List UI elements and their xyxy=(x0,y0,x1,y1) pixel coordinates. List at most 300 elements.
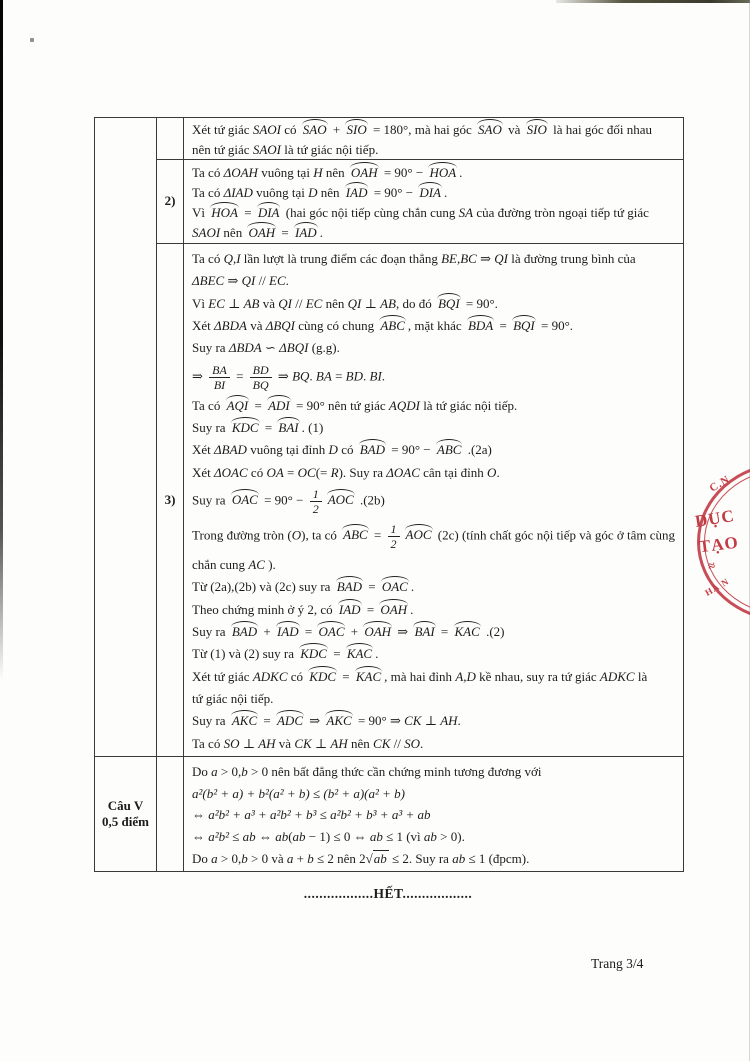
math-angle: BDA xyxy=(467,318,494,333)
math-text: là đường trung bình của xyxy=(507,251,636,267)
math-line xyxy=(192,848,678,867)
math-text: Ta có xyxy=(192,397,224,413)
math-line xyxy=(192,484,678,516)
math-text: vuông tại xyxy=(252,184,309,200)
math-text: EC xyxy=(269,273,286,289)
math-text: = 90° − xyxy=(388,442,434,458)
math-text: cân tại đỉnh xyxy=(419,464,488,480)
math-text: + xyxy=(347,624,362,639)
math-text: là tứ giác nội tiếp. xyxy=(281,141,379,157)
math-text: = xyxy=(251,397,266,413)
math-angle: OAC xyxy=(318,624,345,639)
math-text: AH xyxy=(258,735,276,751)
math-text: Xét xyxy=(192,442,215,458)
math-text: > 0 nên bất đẳng thức cần chứng minh tương đương với xyxy=(247,763,542,779)
math-text: ⊥ xyxy=(421,713,441,729)
math-text: ab xyxy=(369,829,383,845)
math-line xyxy=(192,360,678,392)
math-text: . xyxy=(459,164,463,180)
stamp-word-duc: DỤC xyxy=(693,506,737,532)
math-text: nên tứ giác xyxy=(192,141,253,157)
math-line xyxy=(192,182,678,201)
math-text: . xyxy=(496,464,500,480)
math-text: ΔBDA xyxy=(214,318,247,333)
math-text: ΔOAH xyxy=(223,164,258,180)
math-text: Ta có xyxy=(192,251,224,267)
math-text: ≤ 2. Suy ra xyxy=(388,851,453,867)
math-line xyxy=(192,554,678,573)
math-line xyxy=(192,688,678,707)
math-text: Ta có xyxy=(192,184,224,200)
math-text: H xyxy=(313,164,323,180)
math-text: Từ (1) và (2) suy ra xyxy=(192,646,298,662)
math-text: Suy ra xyxy=(192,340,229,356)
math-text: a xyxy=(211,763,218,779)
math-text: . xyxy=(457,713,461,729)
math-text: QI xyxy=(347,295,362,311)
math-text: AB xyxy=(380,295,396,311)
math-line xyxy=(192,337,678,356)
math-angle: DIA xyxy=(257,204,280,220)
math-text: của đường tròn ngoại tiếp tứ giác xyxy=(473,204,649,220)
math-text: Q,I xyxy=(223,251,241,267)
math-text: Ta có xyxy=(192,735,224,751)
math-text: = xyxy=(261,420,276,435)
math-text: . xyxy=(285,273,289,289)
question-label-cau-v xyxy=(95,757,157,871)
stamp-squiggle: ≈ xyxy=(706,557,717,574)
math-angle: IAD xyxy=(295,224,317,240)
math-text: . xyxy=(375,646,379,662)
math-line xyxy=(192,666,678,685)
scan-edge-top xyxy=(556,0,750,3)
math-text: ab xyxy=(423,829,437,845)
math-text: + xyxy=(329,122,344,138)
math-text: AH xyxy=(440,713,458,729)
math-angle: ADC xyxy=(276,713,303,729)
math-text: a²(b² + a) + b²(a² + b) ≤ (b² + a)(a² + b) xyxy=(192,785,406,801)
math-angle: OAC xyxy=(381,579,408,595)
math-angle: KAC xyxy=(346,646,373,662)
math-text: Suy ra xyxy=(192,420,229,435)
math-text: . xyxy=(420,735,424,751)
math-angle: AKC xyxy=(231,713,258,729)
math-angle: ABC xyxy=(343,527,368,543)
part-number-cell: 3) xyxy=(157,244,184,757)
math-text: ⇒ xyxy=(476,251,495,267)
math-text: ΔBAD xyxy=(214,442,247,458)
math-text: ab xyxy=(452,851,466,867)
math-line xyxy=(192,826,678,845)
math-text: ). xyxy=(264,557,276,573)
math-text: QI xyxy=(241,273,256,289)
math-text: AQDI xyxy=(388,397,420,413)
math-text: = xyxy=(301,624,316,639)
math-text: = 90° nên tứ giác xyxy=(292,397,389,413)
math-text: ⊥ xyxy=(239,735,259,751)
math-text: ΔBQI xyxy=(279,340,309,356)
solution-row xyxy=(184,244,683,757)
math-fraction: $\frac{BD}{BQ}$ xyxy=(250,363,272,392)
math-line xyxy=(192,139,678,158)
math-text: CK xyxy=(294,735,312,751)
math-text: , do đó xyxy=(395,295,435,311)
math-text: AH xyxy=(330,735,348,751)
math-angle: AQI xyxy=(226,397,249,413)
math-text: Trong đường tròn ( xyxy=(192,527,292,543)
math-text: ⇒ xyxy=(192,368,207,384)
math-angle: AOC xyxy=(327,492,354,508)
math-text: ⇒ xyxy=(305,713,324,729)
math-line xyxy=(192,783,678,802)
math-text: ΔBEC xyxy=(192,273,225,289)
math-text: A,D xyxy=(455,668,476,684)
math-text: EC xyxy=(208,295,225,311)
math-text: D xyxy=(328,442,338,458)
math-text: = xyxy=(232,368,247,384)
math-text: ΔBQI xyxy=(265,318,296,333)
math-angle: SAO xyxy=(478,122,502,138)
math-text: . xyxy=(444,184,448,200)
math-angle: OAH xyxy=(380,601,408,617)
math-text: BA xyxy=(315,368,332,384)
math-line xyxy=(192,804,678,823)
math-text: b xyxy=(307,851,314,867)
math-angle: IAD xyxy=(345,184,368,200)
math-text: CK xyxy=(373,735,391,751)
math-angle: AKC xyxy=(326,713,352,729)
math-line xyxy=(192,395,678,414)
math-line xyxy=(192,270,678,289)
math-text: . xyxy=(410,579,415,595)
math-angle: KAC xyxy=(355,668,382,684)
math-text: AB xyxy=(243,295,260,311)
math-text: ⊥ xyxy=(311,735,331,751)
math-text: O xyxy=(291,527,302,543)
math-text: = 90° ⇒ xyxy=(354,713,405,729)
math-text: Từ (2a),(2b) và (2c) suy ra xyxy=(192,579,334,595)
math-text: có xyxy=(247,464,267,480)
math-line xyxy=(192,710,678,729)
math-text: Vì xyxy=(192,295,209,311)
math-text: . xyxy=(410,601,414,617)
math-text: Vì xyxy=(192,204,209,220)
math-text: ⇔ xyxy=(192,807,209,823)
math-text: Suy ra xyxy=(192,492,229,508)
math-text: > 0 và xyxy=(247,851,287,867)
math-text: ab xyxy=(292,829,306,845)
math-text: = xyxy=(331,368,346,384)
math-text: EC xyxy=(305,295,323,311)
math-text: có xyxy=(287,668,307,684)
math-text: ≤ 1 (vì xyxy=(382,829,424,845)
stamp-arc-text: C.N xyxy=(707,473,733,495)
math-text: Ta có xyxy=(192,164,224,180)
page-number: Trang 3/4 xyxy=(591,956,644,971)
math-line xyxy=(192,315,678,334)
part-number-cell xyxy=(157,757,184,871)
math-angle: BAI xyxy=(414,624,435,639)
math-text: (= xyxy=(315,464,331,480)
math-text: Xét tứ giác xyxy=(192,122,253,138)
math-text: ⇒ xyxy=(224,273,242,289)
math-line xyxy=(192,202,678,221)
math-line xyxy=(192,576,678,595)
math-angle: ABC xyxy=(436,442,462,458)
math-text: OA xyxy=(266,464,284,480)
math-text: = 180°, mà hai góc xyxy=(369,122,476,138)
math-angle: KAC xyxy=(454,624,480,639)
math-text: Suy ra xyxy=(192,624,229,639)
math-text: = 90° − xyxy=(260,492,307,508)
math-angle: OAH xyxy=(350,164,378,180)
math-text: = xyxy=(364,579,379,595)
math-text: // xyxy=(255,273,270,289)
math-text: tứ giác nội tiếp. xyxy=(192,690,274,706)
scan-edge-left xyxy=(0,0,3,680)
math-text: SAOI xyxy=(252,141,282,157)
math-text: .(2) xyxy=(482,624,505,639)
math-line xyxy=(192,439,678,458)
math-text: ΔOAC xyxy=(214,464,248,480)
math-angle: OAH xyxy=(248,224,276,240)
question-label-cell-empty xyxy=(95,118,157,757)
math-text: ADKC xyxy=(599,668,635,684)
math-fraction: $\frac{1}{2}$ xyxy=(388,522,400,551)
math-angle: OAH xyxy=(364,624,392,639)
math-text: ab xyxy=(275,829,289,845)
math-text: .(2b) xyxy=(356,492,385,508)
math-text: a xyxy=(211,851,218,867)
math-text: b xyxy=(241,851,248,867)
math-text: D xyxy=(308,184,318,200)
math-line xyxy=(192,248,678,267)
math-text: a xyxy=(286,851,294,867)
math-text: ⇒ xyxy=(274,368,293,384)
math-text: = xyxy=(496,318,511,333)
math-text: ⇒ xyxy=(394,624,412,639)
math-angle: HOA xyxy=(429,164,457,180)
math-text: ⇔ xyxy=(255,829,276,845)
math-text: = 90° − xyxy=(380,164,427,180)
math-line xyxy=(192,417,678,436)
math-line xyxy=(192,643,678,662)
math-text: QI xyxy=(494,251,508,267)
math-text: ( xyxy=(288,829,293,845)
part-number-cell: 2) xyxy=(157,160,184,244)
official-stamp xyxy=(692,452,750,630)
math-text: là xyxy=(634,668,648,684)
math-text: = 90°. xyxy=(537,318,574,333)
math-angle: BQI xyxy=(513,318,535,333)
math-angle: BAI xyxy=(278,420,299,435)
math-text: Xét xyxy=(192,464,215,480)
math-text: Suy ra xyxy=(192,713,229,729)
math-angle: KDC xyxy=(309,668,337,684)
math-text: cùng có chung xyxy=(295,318,378,333)
math-line xyxy=(192,519,678,551)
math-text: nên xyxy=(317,184,343,200)
math-text: ⊥ xyxy=(361,295,381,311)
math-angle: SIO xyxy=(346,122,367,138)
solution-row xyxy=(184,118,683,160)
math-text: = xyxy=(329,646,344,662)
math-text: vuông tại đỉnh xyxy=(246,442,329,458)
math-text: kề nhau, suy ra tứ giác xyxy=(475,668,600,684)
math-text: = 90°. xyxy=(462,295,498,311)
math-text: có xyxy=(337,442,357,458)
math-text: R xyxy=(330,464,339,480)
math-text: Xét tứ giác xyxy=(192,668,253,684)
math-text: b xyxy=(241,763,248,779)
question-label-line: Câu V xyxy=(107,797,144,813)
math-text: Do xyxy=(192,851,212,867)
math-text: = xyxy=(278,224,293,240)
math-text: > 0). xyxy=(436,829,465,845)
math-angle: KDC xyxy=(300,646,327,662)
math-text: ≤ 1 (đpcm). xyxy=(465,851,530,867)
math-angle: SIO xyxy=(526,122,547,138)
solution-row xyxy=(184,757,683,871)
math-text: ΔBDA xyxy=(228,340,262,356)
math-text: . xyxy=(381,368,386,384)
math-text: ≤ 2 nên 2 xyxy=(313,851,366,867)
math-line xyxy=(192,222,678,241)
math-text: + xyxy=(293,851,308,867)
math-angle: OAC xyxy=(231,492,258,508)
math-angle: IAD xyxy=(276,624,299,639)
math-text: O xyxy=(487,464,497,480)
math-text: SO xyxy=(404,735,420,751)
math-line xyxy=(192,761,678,780)
math-line xyxy=(192,599,678,618)
math-fraction: $\frac{BA}{BI}$ xyxy=(209,363,230,392)
stamp-word-tao: TẠO xyxy=(697,532,740,557)
math-text: = xyxy=(437,624,452,639)
math-text: SO xyxy=(223,735,240,751)
math-text: , mặt khác xyxy=(407,318,465,333)
math-text: − 1) ≤ 0 ⇔ xyxy=(305,829,370,845)
math-text: ∽ xyxy=(261,340,280,356)
math-text: a²b² + a³ + a²b² + b³ ≤ a²b² + b³ + a³ + ab xyxy=(208,807,431,823)
math-text: SA xyxy=(458,204,474,220)
math-text: (2c) (tính chất góc nội tiếp và góc ở tâm cùng xyxy=(434,527,675,543)
math-text: và xyxy=(504,122,524,138)
math-angle: BAD xyxy=(336,579,362,595)
math-text: , mà hai đỉnh xyxy=(384,668,456,684)
math-text: ADKC xyxy=(252,668,288,684)
math-text: . (1) xyxy=(301,420,324,435)
math-text: Xét xyxy=(192,318,215,333)
math-text: CK xyxy=(404,713,422,729)
math-text: lần lượt là trung điểm các đoạn thẳng xyxy=(240,251,442,267)
math-text: OC xyxy=(297,464,316,480)
math-angle: ADI xyxy=(268,397,290,413)
math-text: vuông tại xyxy=(257,164,314,180)
math-text: .(2a) xyxy=(464,442,492,458)
math-text: = 90° − xyxy=(370,184,417,200)
math-text: ΔOAC xyxy=(386,464,420,480)
math-text: > 0, xyxy=(217,763,242,779)
math-text: chắn cung xyxy=(192,557,249,573)
math-text: = xyxy=(363,601,378,617)
math-line xyxy=(192,621,678,640)
math-line xyxy=(192,293,678,312)
math-text: là hai góc đối nhau xyxy=(549,122,653,138)
math-text: và xyxy=(246,318,266,333)
math-text: ), ta có xyxy=(301,527,341,543)
math-text: BQ xyxy=(292,368,310,384)
math-text: = xyxy=(240,204,255,220)
math-text: + xyxy=(260,624,274,639)
math-text: BD xyxy=(345,368,363,384)
math-text: // xyxy=(292,295,306,311)
math-text: có xyxy=(281,122,300,138)
math-text: nên xyxy=(347,735,374,751)
math-text: // xyxy=(390,735,405,751)
math-text: SAOI xyxy=(192,224,221,240)
math-text: QI xyxy=(278,295,292,311)
question-points-line: 0,5 điểm xyxy=(102,814,149,829)
stamp-bottom-text: HÀ N xyxy=(703,576,731,598)
math-text: BI xyxy=(369,368,382,384)
math-text: . xyxy=(319,224,323,240)
math-text: nên xyxy=(220,224,246,240)
math-line xyxy=(192,162,678,181)
math-angle: AOC xyxy=(405,527,432,543)
math-angle: IAD xyxy=(338,601,361,617)
math-angle: BQI xyxy=(437,295,460,311)
math-angle: SAO xyxy=(302,122,327,138)
math-angle: BAD xyxy=(359,442,385,458)
math-text: ⇔ xyxy=(192,829,209,845)
end-of-document-mark: ..................HẾT.................. xyxy=(303,886,473,901)
math-text: = xyxy=(339,668,353,684)
math-text: ). Suy ra xyxy=(338,464,387,480)
math-angle: BAD xyxy=(231,624,258,639)
answer-table xyxy=(94,117,684,872)
math-text: AC xyxy=(248,557,265,573)
math-text: . xyxy=(363,368,370,384)
math-text: = xyxy=(370,527,385,543)
scan-speck xyxy=(30,38,34,42)
math-text: Theo chứng minh ở ý 2, có xyxy=(192,601,336,617)
math-text: là tứ giác nội tiếp. xyxy=(419,397,518,413)
math-line xyxy=(192,119,678,138)
math-text: ΔIAD xyxy=(223,184,253,200)
solution-row xyxy=(184,160,683,244)
math-line xyxy=(192,733,678,752)
math-text: = xyxy=(260,713,274,729)
math-text: = xyxy=(283,464,298,480)
math-angle: ABC xyxy=(380,318,405,333)
math-text: . xyxy=(309,368,316,384)
math-sqrt: √ab xyxy=(365,851,387,867)
math-text: BE,BC xyxy=(441,251,477,267)
math-text: (g.g). xyxy=(308,340,340,356)
math-text: và xyxy=(275,735,295,751)
math-fraction: $\frac{1}{2}$ xyxy=(310,487,322,516)
math-angle: DIA xyxy=(419,184,442,200)
math-line xyxy=(192,462,678,481)
math-text: (hai góc nội tiếp cùng chắn cung xyxy=(282,204,459,220)
math-angle: KDC xyxy=(231,420,259,435)
part-number-cell xyxy=(157,118,184,160)
math-text: ⊥ xyxy=(224,295,244,311)
math-text: a²b² ≤ ab xyxy=(208,829,256,845)
math-text: nên xyxy=(322,295,348,311)
math-text: và xyxy=(259,295,279,311)
